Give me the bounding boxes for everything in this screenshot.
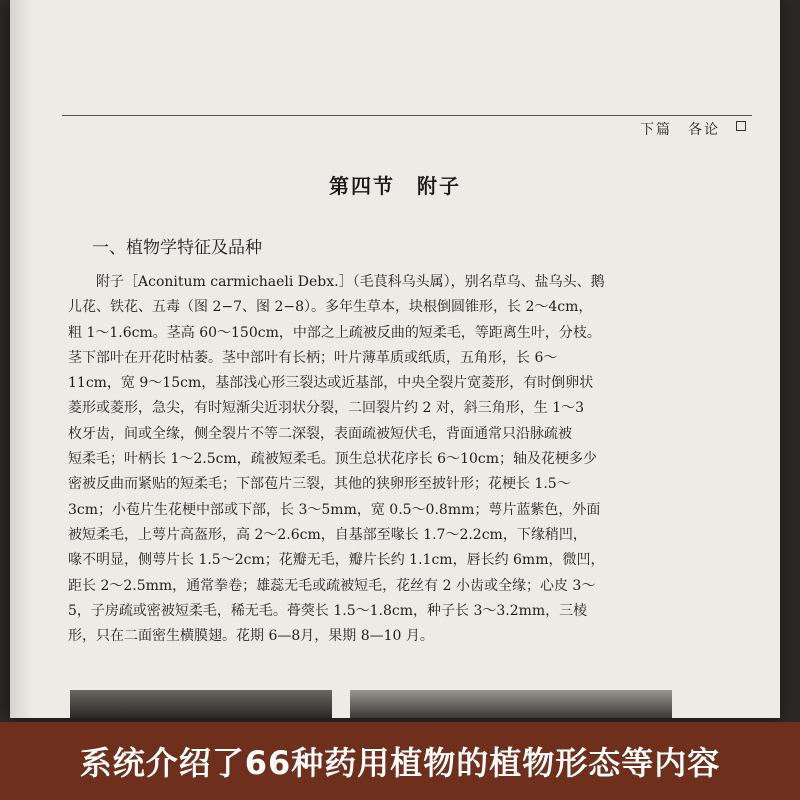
body-line: 被短柔毛，上萼片高盔形，高 2～2.6cm，自基部至喙长 1.7～2.2cm，下缘稍凹，: [68, 526, 587, 543]
body-line: 距长 2～2.5mm，通常拳卷；雄蕊无毛或疏被短毛，花丝有 2 小齿或全缘；心皮 3～: [68, 577, 596, 594]
body-text: [68, 270, 728, 649]
plant-photo-left: [70, 690, 332, 718]
body-line: 茎下部叶在开花时枯萎。茎中部叶有长柄；叶片薄革质或纸质，五角形，长 6～: [68, 349, 558, 366]
page-spine-edge: [10, 0, 32, 718]
body-line: 粗 1～1.6cm。茎高 60～150cm，中部之上疏被反曲的短柔毛，等距离生叶，分枝。: [68, 324, 601, 341]
section-subheading: 一、植物学特征及品种: [92, 238, 262, 258]
page-number-box-icon: [736, 121, 746, 131]
body-line: 3cm；小苞片生花梗中部或下部，长 3～5mm，宽 0.5～0.8mm；萼片蓝紫色，外面: [68, 501, 601, 518]
body-line: 5，子房疏或密被短柔毛，稀无毛。蓇葖长 1.5～1.8cm，种子长 3～3.2mm，三棱: [68, 602, 588, 619]
header-rule: [62, 115, 752, 116]
body-line: 短柔毛；叶柄长 1～2.5cm，疏被短柔毛。顶生总状花序长 6～10cm；轴及花梗多少: [68, 451, 598, 468]
body-line: 枚牙齿，间或全缘，侧全裂片不等二深裂，表面疏被短伏毛，背面通常只沿脉疏被: [68, 425, 572, 442]
body-line: 喙不明显，侧萼片长 1.5～2cm；花瓣无毛，瓣片长约 1.1cm，唇长约 6mm，微凹，: [68, 552, 605, 569]
figure-strip: [20, 690, 770, 718]
promo-banner: [0, 722, 800, 800]
running-head: 下篇 各论: [640, 122, 720, 138]
body-line: 密被反曲而紧贴的短柔毛；下部苞片三裂，其他的狭卵形至披针形；花梗长 1.5～: [68, 476, 571, 493]
body-line: 儿花、铁花、五毒（图 2−7、图 2−8）。多年生草本，块根倒圆锥形，长 2～4cm，: [68, 299, 593, 316]
body-line: 附子［Aconitum carmichaeli Debx.］（毛茛科乌头属），别名草乌、盐乌头、鹅: [96, 274, 605, 290]
section-title: 第四节 附子: [329, 174, 461, 198]
body-line: 11cm，宽 9～15cm，基部浅心形三裂达或近基部，中央全裂片宽菱形，有时倒卵状: [68, 375, 594, 392]
promo-caption: 系统介绍了66种药用植物的植物形态等内容: [79, 744, 721, 782]
book-page: [10, 0, 780, 718]
body-line: 形，只在二面密生横膜翅。花期 6—8月，果期 8—10 月。: [68, 628, 434, 645]
body-line: 菱形或菱形，急尖，有时短渐尖近羽状分裂，二回裂片约 2 对，斜三角形，生 1～3: [68, 400, 585, 417]
plant-photo-right: [350, 690, 672, 718]
